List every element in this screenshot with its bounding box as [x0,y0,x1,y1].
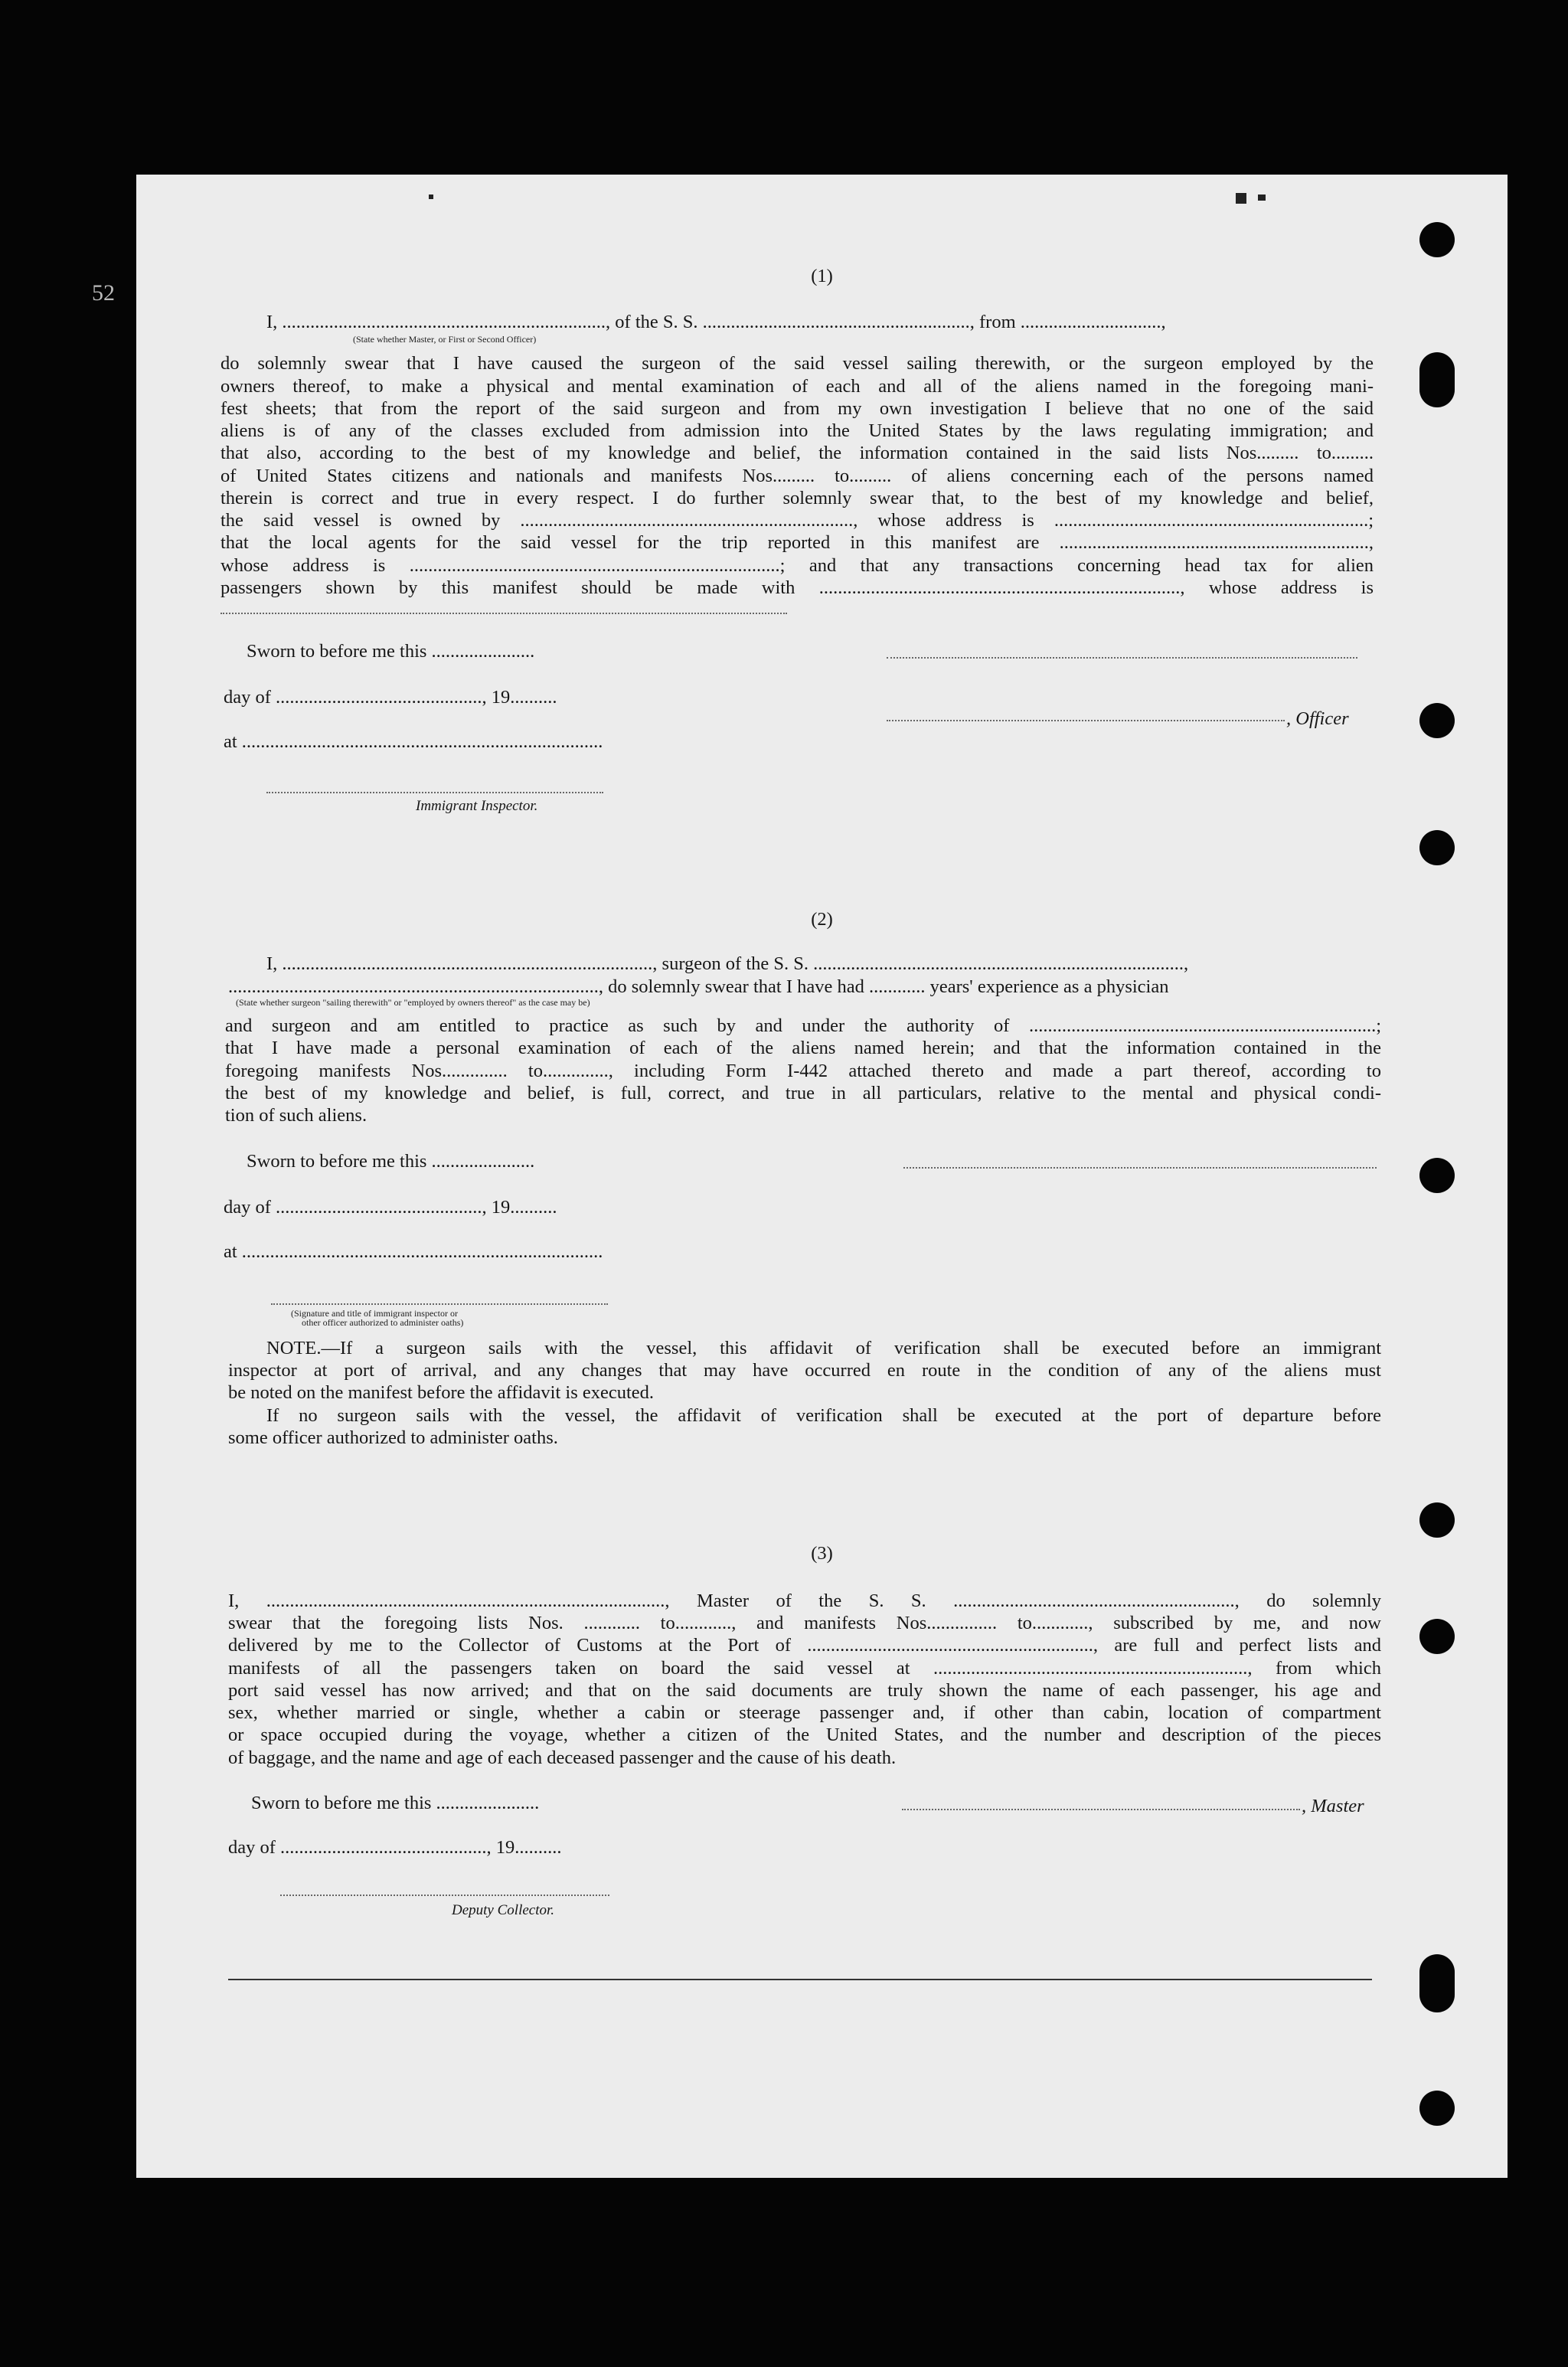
officer-label: , Officer [1286,708,1349,729]
sworn-line: Sworn to before me this ...................... [251,1793,540,1813]
oath-line: aliens is of any of the classes excluded from admission into the United States by the laws regulating immigration; and [220,420,1374,441]
oath-line: of baggage, and the name and age of each deceased passenger and the cause of his death. [228,1747,897,1768]
oath-line: passengers shown by this manifest should be made with ............................................................................., whose address is [220,577,1374,598]
sworn-line: Sworn to before me this ...................... [247,641,535,662]
oath-line: ..............................................................................., do solemnly swear that I have had ............ years' experience as a physician [228,976,1169,997]
punch-hole [1419,1619,1455,1654]
oath-line: I, ....................................................................., of the S. S. ........................................................., from .............................., [266,312,1166,332]
scan-speck [429,195,433,199]
note-line: some officer authorized to administer oaths. [228,1427,558,1448]
punch-hole [1419,1954,1455,2012]
oath-line: that the local agents for the said vessel for the trip reported in this manifest are .................................................................., [220,532,1374,553]
oath-line: or space occupied during the voyage, whether a citizen of the United States, and the number and description of the pieces [228,1725,1381,1745]
oath-line: that also, according to the best of my knowledge and belief, the information contained in the said lists Nos......... to......... [220,443,1374,463]
signature-line [887,657,1357,659]
punch-hole [1419,1502,1455,1538]
oath-line: the said vessel is owned by ......................................................................., whose address is ...................................................................; [220,510,1374,531]
field-caption: (State whether surgeon "sailing therewith" or "employed by owners thereof" as the case may be) [236,997,590,1008]
punch-hole [1419,830,1455,865]
oath-line: foregoing manifests Nos.............. to.............., including Form I-442 attached thereto and made a part thereof, according to [225,1061,1381,1081]
place-line: at ............................................................................. [224,1241,603,1262]
deputy-label: Deputy Collector. [452,1902,555,1918]
oath-line: of United States citizens and nationals and manifests Nos......... to......... of aliens concerning each of the persons named [220,466,1374,486]
oath-line: therein is correct and true in every respect. I do further solemnly swear that, to the best of my knowledge and belief, [220,488,1374,508]
page-margin-number: 52 [92,280,115,306]
inspector-label: Immigrant Inspector. [416,798,538,814]
address-line [220,613,787,614]
oath-line: port said vessel has now arrived; and that on the said documents are truly shown the name of each passenger, his age and [228,1680,1381,1701]
signature-line [903,1167,1377,1169]
date-line: day of ............................................, 19.......... [224,1197,557,1218]
note-line: NOTE.—If a surgeon sails with the vessel, this affidavit of verification shall be executed before an immigrant [266,1338,1381,1358]
oath-line: tion of such aliens. [225,1105,368,1126]
note-line: If no surgeon sails with the vessel, the affidavit of verification shall be executed at the port of departure before [266,1405,1381,1426]
collector-signature-line [280,1895,609,1896]
inspector-signature-line [266,792,603,793]
inspector-signature-line [271,1303,608,1305]
signature-line [887,720,1285,721]
punch-hole [1419,352,1455,407]
bottom-rule [228,1979,1372,1980]
date-line: day of ............................................, 19.......... [228,1837,562,1858]
oath-line: the best of my knowledge and belief, is full, correct, and true in all particulars, relative to the mental and physical condi- [225,1083,1381,1103]
signature-line [902,1809,1300,1810]
date-line: day of ............................................, 19.......... [224,687,557,708]
oath-line: swear that the foregoing lists Nos. ............ to............, and manifests Nos............... to............, subscribed by me, and now [228,1613,1381,1633]
punch-hole [1419,1158,1455,1193]
note-line: inspector at port of arrival, and any changes that may have occurred en route in the condition of any of the aliens must [228,1360,1381,1381]
place-line: at ............................................................................. [224,731,603,752]
oath-line: manifests of all the passengers taken on board the said vessel at ..................................................................., from which [228,1658,1381,1679]
sworn-line: Sworn to before me this ...................... [247,1151,535,1172]
punch-hole [1419,703,1455,738]
section-number: (1) [811,266,833,286]
scan-speck [1258,195,1266,201]
oath-line: do solemnly swear that I have caused the surgeon of the said vessel sailing therewith, or the surgeon employed by the [220,353,1374,374]
oath-line: fest sheets; that from the report of the said surgeon and from my own investigation I believe that no one of the said [220,398,1374,419]
note-line: be noted on the manifest before the affidavit is executed. [228,1382,655,1403]
section-number: (2) [811,909,833,930]
document-page [92,175,1508,2178]
punch-hole [1419,2091,1455,2126]
signature-caption: (Signature and title of immigrant inspector or [291,1308,458,1319]
master-label: , Master [1302,1796,1364,1816]
section-number: (3) [811,1543,833,1564]
scan-speck [1236,193,1246,204]
oath-line: I, ..............................................................................., surgeon of the S. S. ..............................................................................., [266,953,1189,974]
oath-line: sex, whether married or single, whether a cabin or steerage passenger and, if other than cabin, location of compartment [228,1702,1381,1723]
oath-line: that I have made a personal examination of each of the aliens named herein; and that the information contained in the [225,1038,1381,1058]
oath-line: owners thereof, to make a physical and mental examination of each and all of the aliens named in the foregoing mani- [220,376,1374,397]
oath-line: whose address is ...............................................................................; and that any transactions concerning head tax for alien [220,555,1374,576]
oath-line: and surgeon and am entitled to practice as such by and under the authority of ..........................................................................; [225,1015,1381,1036]
oath-line: delivered by me to the Collector of Customs at the Port of ............................................................., are full and perfect lists and [228,1635,1381,1656]
signature-caption: other officer authorized to administer oaths) [302,1317,464,1328]
punch-hole [1419,222,1455,257]
field-caption: (State whether Master, or First or Second Officer) [353,334,537,345]
oath-line: I, ....................................................................................., Master of the S. S. ............................................................, do solemnly [228,1591,1381,1611]
